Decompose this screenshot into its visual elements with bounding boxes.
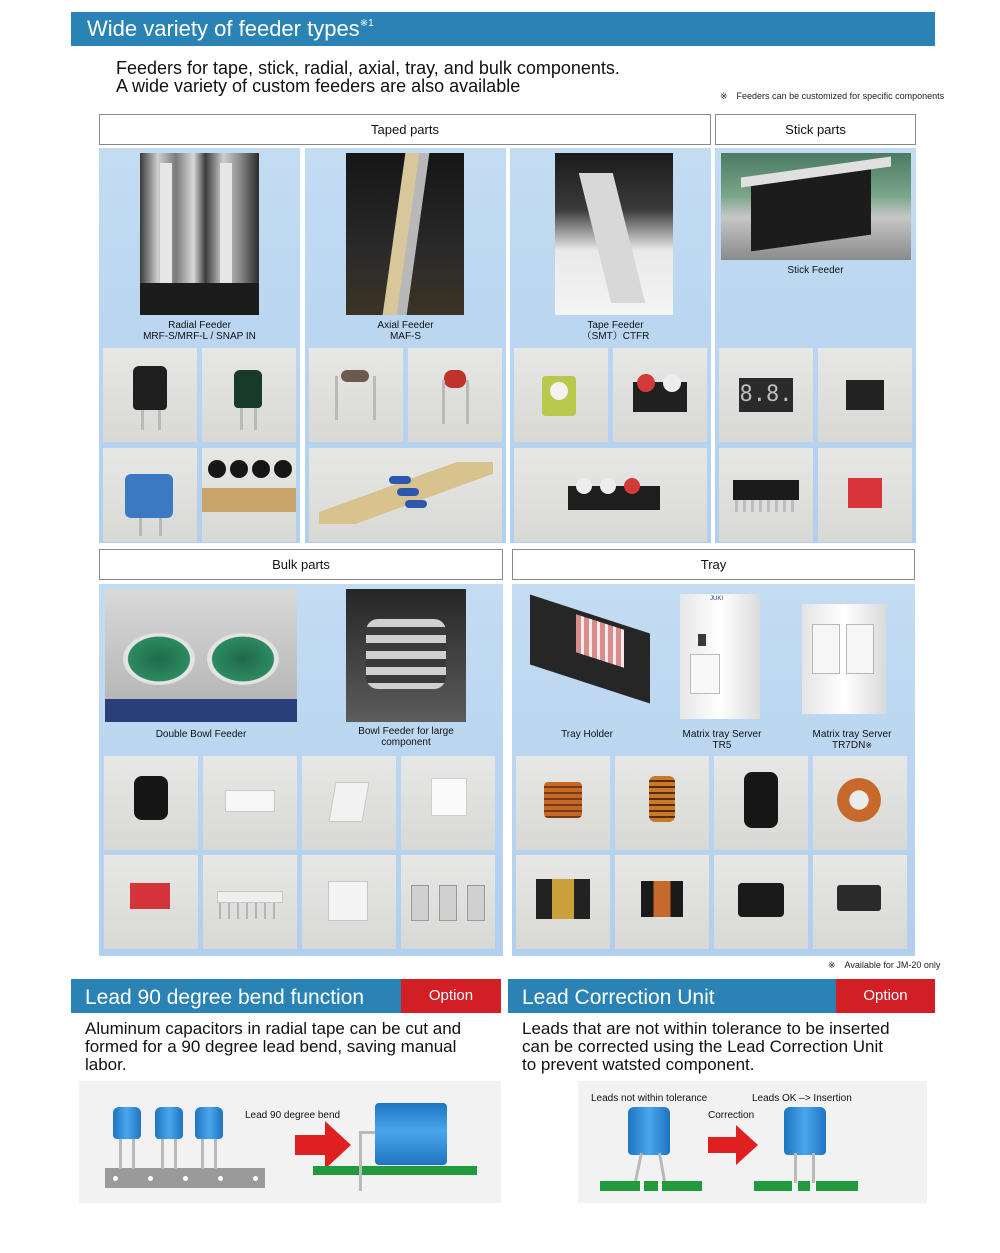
- bulk-feeder-panel: [99, 584, 503, 956]
- lead-bend-label: Lead 90 degree bend: [245, 1110, 341, 1121]
- part-photo: [401, 855, 495, 949]
- radial-feeder-caption: Radial Feeder MRF-S/MRF-L / SNAP IN: [143, 320, 256, 342]
- capacitor-icon: [195, 1107, 223, 1139]
- radial-feeder-photo: [140, 153, 259, 315]
- part-photo: [408, 348, 502, 442]
- part-photo: [401, 756, 495, 850]
- part-photo: [714, 855, 808, 949]
- availability-footnote: ※ Available for JM-20 only: [828, 960, 941, 970]
- part-photo: 8.8.: [719, 348, 813, 442]
- part-photo: [302, 855, 396, 949]
- part-photo: [309, 348, 403, 442]
- circuit-board: [816, 1181, 858, 1191]
- part-photo: [719, 448, 813, 542]
- axial-feeder-caption: Axial Feeder MAF-S: [377, 320, 434, 342]
- circuit-board: [600, 1181, 640, 1191]
- stick-feeder-photo: [721, 153, 911, 260]
- part-photo: [309, 448, 502, 542]
- stick-feeder-panel: [715, 148, 916, 543]
- straight-lead: [812, 1153, 815, 1183]
- red-arrow-icon: [295, 1121, 351, 1169]
- straight-lead: [794, 1153, 797, 1183]
- part-photo: [813, 855, 907, 949]
- bent-capacitor-icon: [375, 1103, 447, 1165]
- bowl-feeder-photo: [346, 589, 466, 722]
- tray-label: Tray: [512, 549, 915, 580]
- lead-bend-title: Lead 90 degree bend function: [85, 986, 365, 1009]
- tr7dn-server-caption: Matrix tray Server TR7DN※: [812, 729, 892, 751]
- section-title: Wide variety of feeder types$^{※1}$: [87, 16, 374, 41]
- part-photo: [302, 756, 396, 850]
- lead-correction-description: Leads that are not within tolerance to be inserted can be corrected using the Lead Correction Unit to prevent watsted component.: [522, 1019, 890, 1074]
- part-photo: [615, 855, 709, 949]
- part-photo: [203, 855, 297, 949]
- section-title-bar: [71, 12, 935, 46]
- tray-feeder-panel: [512, 584, 915, 956]
- part-photo: [615, 756, 709, 850]
- bent-lead: [634, 1153, 643, 1183]
- circuit-board: [662, 1181, 702, 1191]
- part-photo: [202, 448, 296, 542]
- lead-correction-option-badge: Option: [836, 979, 935, 1013]
- tr7dn-server-photo: [802, 604, 886, 714]
- part-photo: [103, 348, 197, 442]
- tr5-server-caption: Matrix tray Server TR5: [682, 729, 762, 751]
- customization-note: ※ Feeders can be customized for specific components: [720, 91, 945, 101]
- part-photo: [202, 348, 296, 442]
- part-photo: [613, 348, 707, 442]
- stick-feeder-caption: Stick Feeder: [787, 265, 844, 276]
- axial-feeder-panel: [305, 148, 506, 543]
- intro-text: Feeders for tape, stick, radial, axial, tray, and bulk components. A wide variety of custom feeders are also available: [116, 58, 620, 96]
- double-bowl-feeder-caption: Double Bowl Feeder: [155, 729, 247, 740]
- tape-feeder-caption: Tape Feeder （SMT）CTFR: [581, 320, 650, 342]
- tape-feeder-photo: [555, 153, 673, 315]
- machine-brand-logo: JUKI: [710, 596, 724, 602]
- tray-holder-caption: Tray Holder: [561, 729, 613, 740]
- leads-ok-label: Leads OK –> Insertion: [752, 1093, 852, 1104]
- double-bowl-feeder-photo: [105, 589, 297, 722]
- tape-feeder-panel: [510, 148, 711, 543]
- tr5-server-photo: [680, 594, 760, 719]
- bowl-feeder-caption: Bowl Feeder for large component: [358, 726, 454, 748]
- lead-correction-title: Lead Correction Unit: [522, 986, 715, 1009]
- correction-label: Correction: [708, 1110, 755, 1121]
- circuit-board: [313, 1166, 477, 1175]
- tray-holder-photo: [520, 594, 660, 704]
- capacitor-icon: [628, 1107, 670, 1155]
- part-photo: [514, 348, 608, 442]
- part-photo: [813, 756, 907, 850]
- part-photo: [818, 448, 912, 542]
- part-photo: [514, 448, 707, 542]
- part-photo: [714, 756, 808, 850]
- part-photo: [516, 756, 610, 850]
- lead-bend-option-badge: Option: [401, 979, 501, 1013]
- lead-bend-diagram: [79, 1081, 501, 1203]
- circuit-board: [798, 1181, 810, 1191]
- part-photo: [103, 448, 197, 542]
- axial-feeder-photo: [346, 153, 464, 315]
- part-photo: [203, 756, 297, 850]
- part-photo: [818, 348, 912, 442]
- circuit-board: [754, 1181, 792, 1191]
- part-photo: [104, 855, 198, 949]
- capacitor-icon: [113, 1107, 141, 1139]
- capacitor-icon: [155, 1107, 183, 1139]
- radial-feeder-panel: [99, 148, 300, 543]
- bulk-parts-label: Bulk parts: [99, 549, 503, 580]
- part-photo: [104, 756, 198, 850]
- red-arrow-icon: [708, 1125, 758, 1165]
- capacitor-icon: [784, 1107, 826, 1155]
- part-photo: [516, 855, 610, 949]
- leads-bad-label: Leads not within tolerance: [591, 1093, 708, 1104]
- lead-bend-description: Aluminum capacitors in radial tape can be cut and formed for a 90 degree lead bend, saving manual labor.: [85, 1019, 462, 1074]
- bent-lead: [658, 1153, 666, 1183]
- stick-parts-label: Stick parts: [715, 114, 916, 145]
- lead-correction-diagram: [578, 1081, 927, 1203]
- taped-parts-label: Taped parts: [99, 114, 711, 145]
- circuit-board: [644, 1181, 658, 1191]
